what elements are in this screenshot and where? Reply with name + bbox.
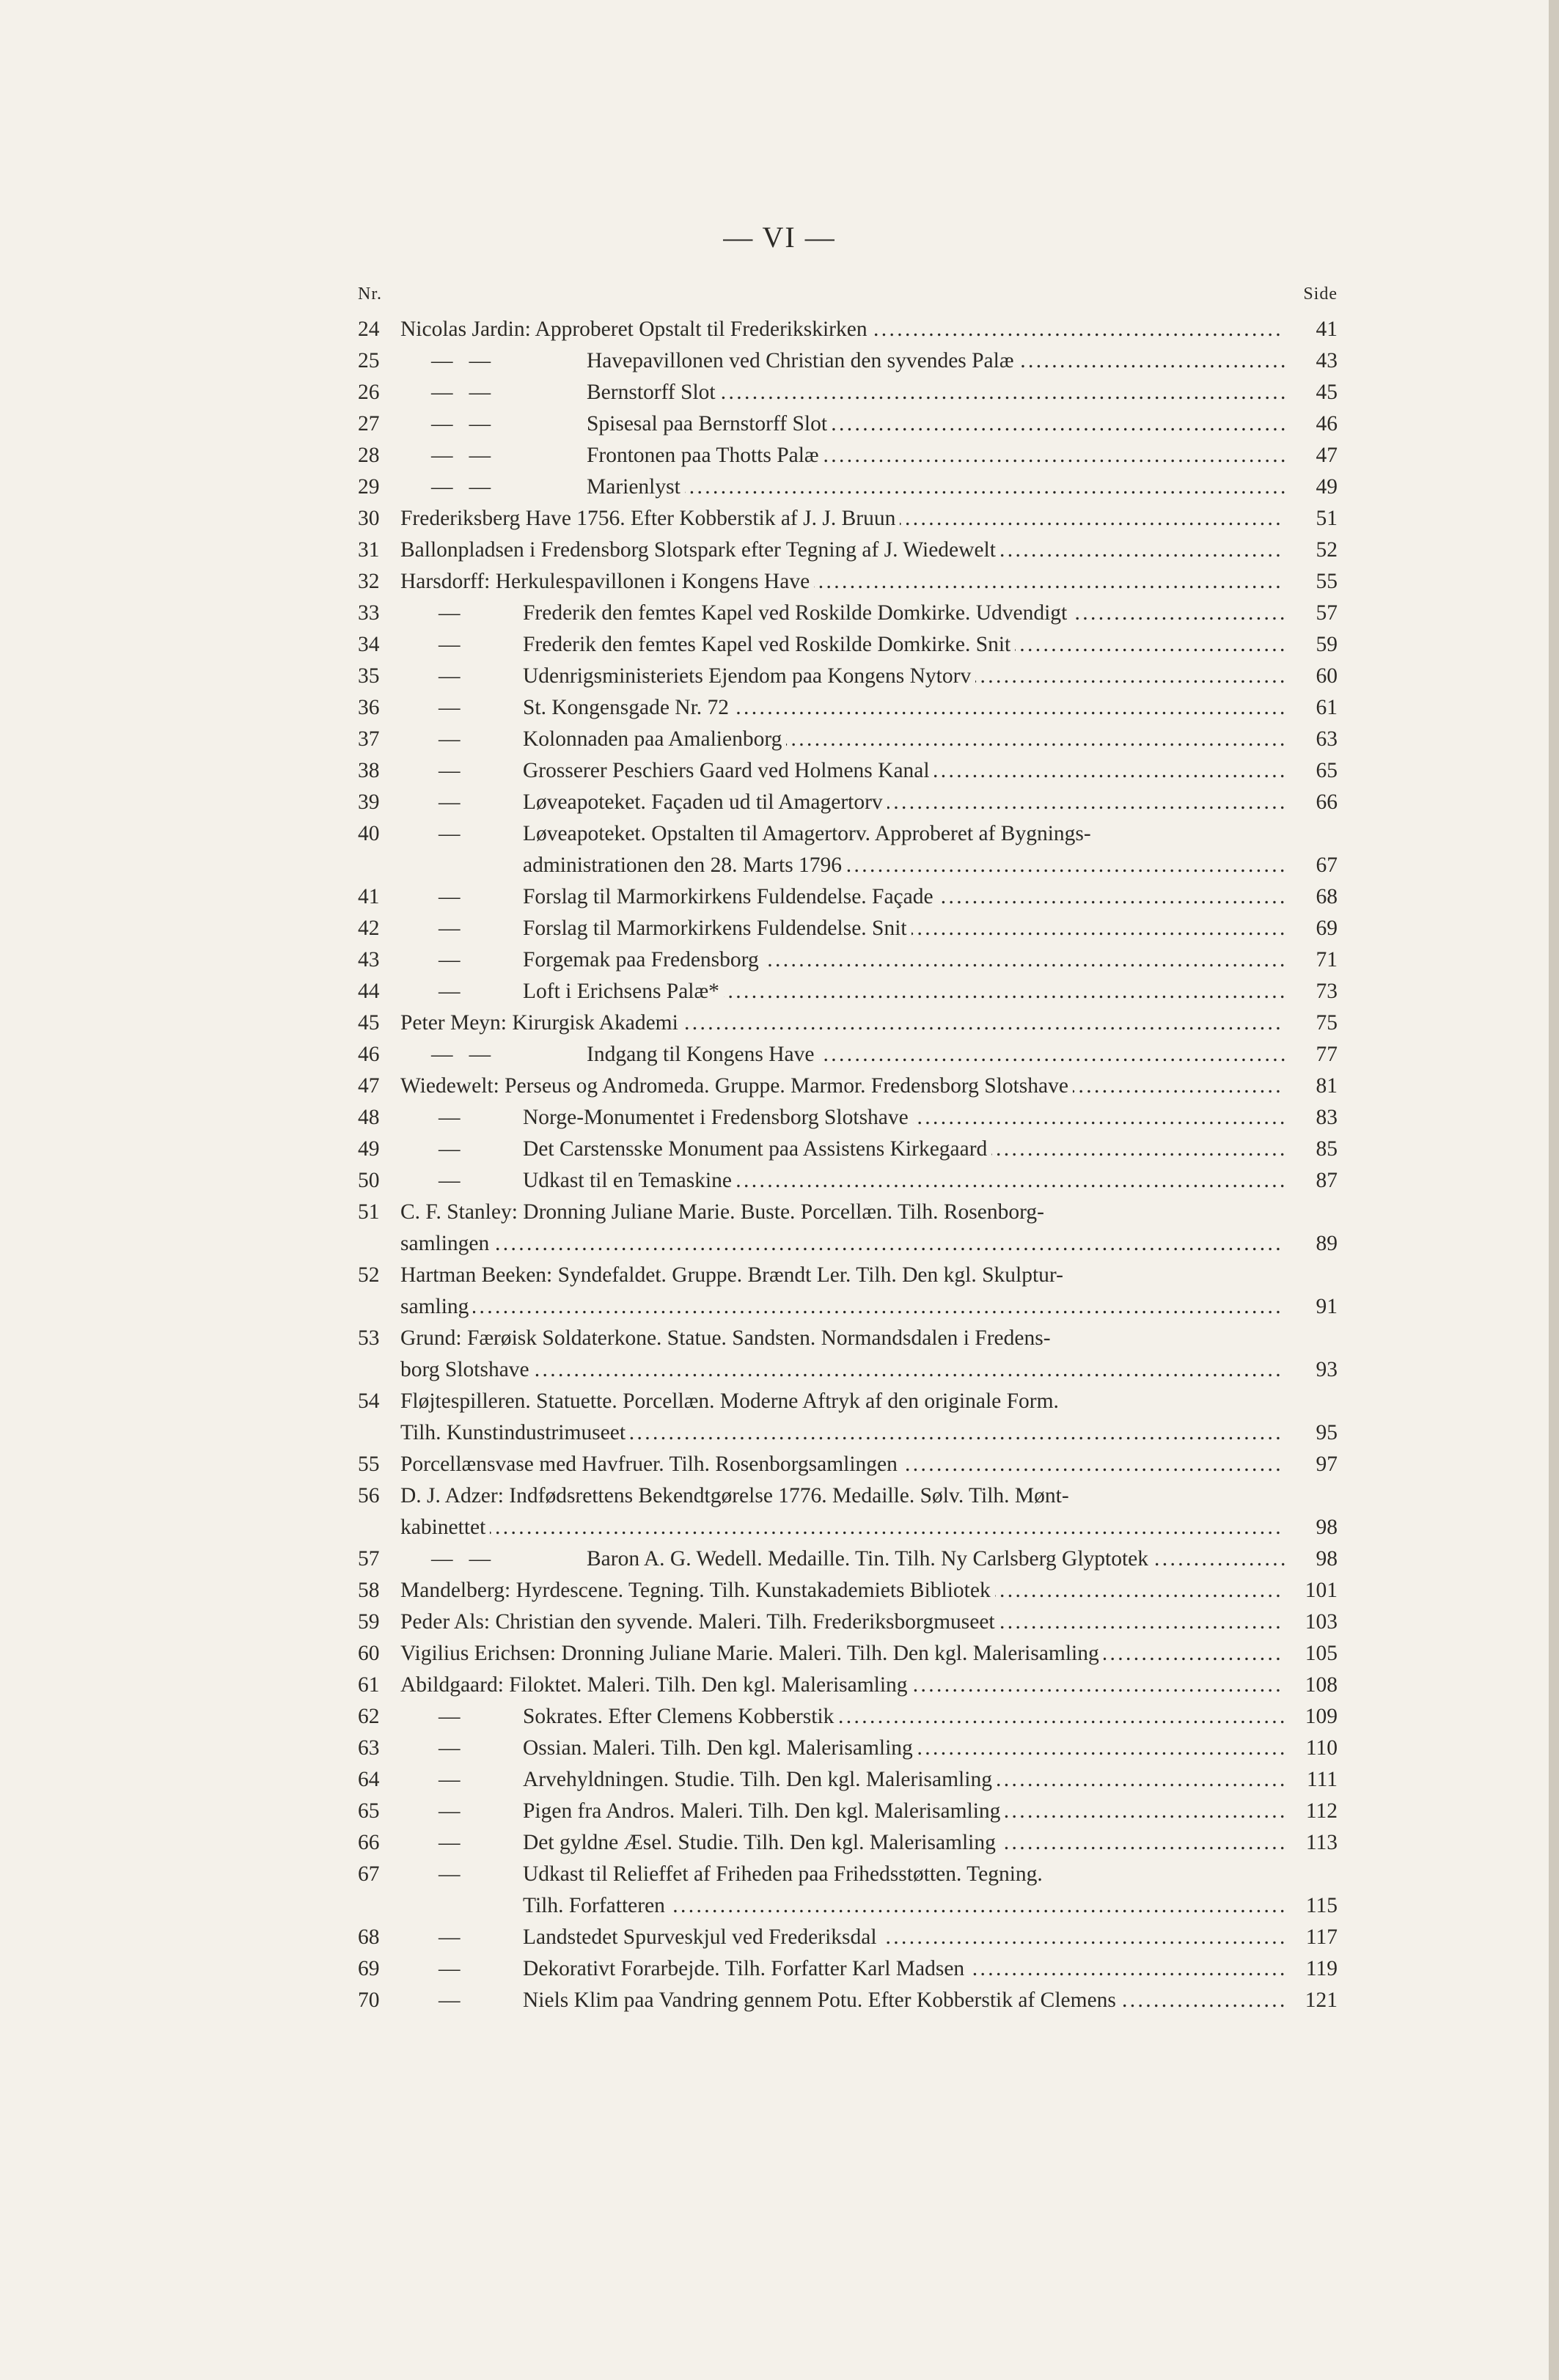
ditto-dash: — — [431,1043,491,1066]
ditto-dash: — [439,1736,461,1760]
entry-page-number: 119 [1305,1957,1338,1980]
toc-entry [358,1922,1338,1953]
entry-page-number: 121 [1305,1988,1338,2012]
entry-page-number: 43 [1316,349,1338,372]
entry-title-line: Udenrigsministeriets Ejendom paa Kongens Nytorv [523,664,975,688]
ditto-dash: — [439,1705,461,1728]
toc-entry [358,1007,1338,1039]
entry-title-line: Mandelberg: Hyrdescene. Tegning. Tilh. Kunstakademiets Bibliotek [400,1579,995,1602]
entry-page-number: 51 [1316,507,1338,530]
entry-title-line: Frontonen paa Thotts Palæ [587,444,823,467]
entry-page-number: 67 [1316,853,1338,877]
entry-number: 69 [358,1957,380,1980]
entry-number: 50 [358,1169,380,1192]
entry-page-number: 101 [1305,1579,1338,1602]
toc-entry [358,1134,1338,1165]
entry-title-line: Dekorativt Forarbejde. Tilh. Forfatter Karl Madsen [523,1957,969,1980]
entry-number: 55 [358,1452,380,1476]
entry-page-number: 46 [1316,412,1338,436]
toc-entry [358,913,1338,944]
entry-page-number: 105 [1305,1642,1338,1665]
entry-number: 38 [358,759,380,782]
entry-number: 59 [358,1610,380,1634]
ditto-dash: — [439,727,461,751]
entry-page-number: 41 [1316,317,1338,341]
entry-page-number: 66 [1316,790,1338,814]
entry-page-number: 47 [1316,444,1338,467]
ditto-dash: — [439,980,461,1003]
ditto-dash: — — [431,381,491,404]
entry-number: 43 [358,948,380,972]
toc-entry [358,598,1338,629]
ditto-dash: — [439,885,461,908]
entry-page-number: 98 [1316,1547,1338,1571]
ditto-dash: — [439,948,461,972]
entry-page-number: 95 [1316,1421,1338,1444]
entry-number: 27 [358,412,380,436]
entry-page-number: 57 [1316,601,1338,625]
entry-number: 34 [358,633,380,656]
entry-page-number: 111 [1306,1768,1338,1791]
entry-title-line: Tilh. Kunstindustrimuseet [400,1421,630,1444]
entry-number: 40 [358,822,380,845]
entry-title-line: samlingen [400,1232,494,1255]
entry-title-line: Grosserer Peschiers Gaard ved Holmens Kanal [523,759,934,782]
entry-page-number: 113 [1305,1831,1338,1854]
entry-number: 60 [358,1642,380,1665]
entry-number: 32 [358,570,380,593]
toc-entry [358,629,1338,661]
toc-entry [358,1260,1338,1323]
entry-page-number: 69 [1316,917,1338,940]
ditto-dash: — [439,1988,461,2012]
entry-page-number: 89 [1316,1232,1338,1255]
entry-page-number: 63 [1316,727,1338,751]
entry-number: 58 [358,1579,380,1602]
entry-title-line: kabinettet [400,1516,490,1539]
toc-entry [358,1039,1338,1070]
entry-number: 61 [358,1673,380,1697]
toc-entry [358,566,1338,598]
entry-page-number: 83 [1316,1106,1338,1129]
entry-title-line: Loft i Erichsens Palæ* [523,980,724,1003]
entry-number: 45 [358,1011,380,1035]
entry-page-number: 77 [1316,1043,1338,1066]
entry-title-line: Harsdorff: Herkulespavillonen i Kongens Have [400,570,814,593]
toc-entry [358,1733,1338,1764]
entry-number: 62 [358,1705,380,1728]
entry-page-number: 59 [1316,633,1338,656]
toc-entry [358,471,1338,503]
entry-number: 42 [358,917,380,940]
entry-title-line: Forslag til Marmorkirkens Fuldendelse. Snit [523,917,911,940]
toc-entry [358,1985,1338,2016]
entry-page-number: 60 [1316,664,1338,688]
entry-page-number: 75 [1316,1011,1338,1035]
entry-title-line: Vigilius Erichsen: Dronning Juliane Marie. Maleri. Tilh. Den kgl. Malerisamling [400,1642,1104,1665]
ditto-dash: — [439,759,461,782]
toc-entry [358,1606,1338,1638]
ditto-dash: — [439,1106,461,1129]
entry-page-number: 112 [1305,1799,1338,1823]
entry-title-line: Forgemak paa Fredensborg [523,948,763,972]
entry-page-number: 73 [1316,980,1338,1003]
entry-number: 49 [358,1137,380,1161]
toc-entry [358,818,1338,881]
entry-number: 29 [358,475,380,499]
entry-number: 68 [358,1925,380,1949]
entry-page-number: 85 [1316,1137,1338,1161]
entry-title-line: Havepavillonen ved Christian den syvendes Palæ [587,349,1019,372]
entry-number: 39 [358,790,380,814]
toc-entry [358,787,1338,818]
entry-title-line: Kolonnaden paa Amalienborg [523,727,786,751]
entry-title-line: Nicolas Jardin: Approberet Opstalt til Frederikskirken [400,317,872,341]
entry-title-line: Det gyldne Æsel. Studie. Tilh. Den kgl. Malerisamling [523,1831,1000,1854]
entry-number: 63 [358,1736,380,1760]
entry-title-line: St. Kongensgade Nr. 72 [523,696,733,719]
entry-page-number: 93 [1316,1358,1338,1381]
entry-title-line: Frederik den femtes Kapel ved Roskilde Domkirke. Udvendigt [523,601,1071,625]
ditto-dash: — [439,696,461,719]
entry-title-line: Peder Als: Christian den syvende. Maleri. Tilh. Frederiksborgmuseet [400,1610,999,1634]
col-side-label: Side [1303,284,1338,304]
entry-number: 26 [358,381,380,404]
entry-title-line: Sokrates. Efter Clemens Kobberstik [523,1705,838,1728]
entry-title-line: Baron A. G. Wedell. Medaille. Tin. Tilh. Ny Carlsberg Glyptotek [587,1547,1153,1571]
ditto-dash: — — [431,412,491,436]
toc-entry [358,1197,1338,1260]
toc-entry [358,1070,1338,1102]
entry-title-line: Tilh. Forfatteren [523,1894,670,1917]
entry-number: 64 [358,1768,380,1791]
entry-title-line: Løveapoteket. Façaden ud til Amagertorv [523,790,887,814]
toc-entry [358,755,1338,787]
entry-title-line: Frederiksberg Have 1756. Efter Kobberstik af J. J. Bruun [400,507,900,530]
toc-entry [358,1638,1338,1670]
entry-title-line: Wiedewelt: Perseus og Andromeda. Gruppe. Marmor. Fredensborg Slotshave [400,1074,1073,1098]
entry-page-number: 91 [1316,1295,1338,1318]
toc-entry [358,377,1338,408]
entry-page-number: 71 [1316,948,1338,972]
entry-title-line: borg Slotshave [400,1358,534,1381]
entry-page-number: 52 [1316,538,1338,562]
entry-title-line: Udkast til Relieffet af Friheden paa Frihedsstøtten. Tegning. [523,1862,1043,1886]
entry-page-number: 108 [1305,1673,1338,1697]
entry-number: 25 [358,349,380,372]
toc-entry [358,692,1338,724]
toc-entry [358,1449,1338,1480]
entry-page-number: 98 [1316,1516,1338,1539]
toc-entry [358,1386,1338,1449]
entry-title-line: Hartman Beeken: Syndefaldet. Gruppe. Brændt Ler. Tilh. Den kgl. Skulptur- [400,1263,1063,1287]
ditto-dash: — [439,1169,461,1192]
ditto-dash: — [439,1799,461,1823]
entry-title-line: administrationen den 28. Marts 1796 [523,853,846,877]
entry-number: 33 [358,601,380,625]
entry-title-line: Ballonpladsen i Fredensborg Slotspark efter Tegning af J. Wiedewelt [400,538,1000,562]
page-header: — VI — [723,221,836,254]
entry-number: 46 [358,1043,380,1066]
toc-entry [358,408,1338,440]
toc-entry [358,1165,1338,1197]
entry-title-line: D. J. Adzer: Indfødsrettens Bekendtgørelse 1776. Medaille. Sølv. Tilh. Mønt- [400,1484,1069,1507]
entry-page-number: 110 [1305,1736,1338,1760]
entry-number: 35 [358,664,380,688]
entry-number: 44 [358,980,380,1003]
entry-title-line: Pigen fra Andros. Maleri. Tilh. Den kgl. Malerisamling [523,1799,1005,1823]
toc-entry [358,1953,1338,1985]
toc-entry [358,881,1338,913]
entry-page-number: 117 [1305,1925,1338,1949]
entry-title-line: Udkast til en Temaskine [523,1169,736,1192]
ditto-dash: — [439,1925,461,1949]
entry-number: 67 [358,1862,380,1886]
entry-title-line: Landstedet Spurveskjul ved Frederiksdal [523,1925,881,1949]
entry-page-number: 109 [1305,1705,1338,1728]
entry-title-line: Frederik den femtes Kapel ved Roskilde Domkirke. Snit [523,633,1015,656]
entry-number: 66 [358,1831,380,1854]
toc-entry [358,1859,1338,1922]
entry-title-line: Grund: Færøisk Soldaterkone. Statue. Sandsten. Normandsdalen i Fredens- [400,1326,1051,1350]
toc-entry [358,1764,1338,1796]
entry-number: 31 [358,538,380,562]
entry-title-line: Marienlyst [587,475,685,499]
toc-entry [358,1102,1338,1134]
toc-entry [358,944,1338,976]
entry-title-line: Indgang til Kongens Have [587,1043,819,1066]
entry-number: 52 [358,1263,380,1287]
toc-entry [358,1480,1338,1543]
ditto-dash: — [439,917,461,940]
ditto-dash: — — [431,349,491,372]
toc-entry [358,1575,1338,1606]
toc-entry [358,661,1338,692]
entry-number: 54 [358,1389,380,1413]
entry-number: 30 [358,507,380,530]
entry-number: 56 [358,1484,380,1507]
ditto-dash: — [439,790,461,814]
ditto-dash: — [439,601,461,625]
entry-title-line: Ossian. Maleri. Tilh. Den kgl. Malerisamling [523,1736,917,1760]
entry-page-number: 87 [1316,1169,1338,1192]
entry-number: 28 [358,444,380,467]
entry-page-number: 68 [1316,885,1338,908]
entry-number: 41 [358,885,380,908]
entry-title-line: Abildgaard: Filoktet. Maleri. Tilh. Den kgl. Malerisamling [400,1673,912,1697]
ditto-dash: — [439,1831,461,1854]
toc-entry [358,1670,1338,1701]
entry-number: 37 [358,727,380,751]
ditto-dash: — [439,633,461,656]
entry-number: 53 [358,1326,380,1350]
toc-entry [358,1701,1338,1733]
entry-title-line: Forslag til Marmorkirkens Fuldendelse. Façade [523,885,938,908]
ditto-dash: — [439,1957,461,1980]
col-nr-label: Nr. [358,284,382,304]
entry-title-line: Det Carstensske Monument paa Assistens Kirkegaard [523,1137,991,1161]
toc-entry [358,535,1338,566]
entry-page-number: 55 [1316,570,1338,593]
toc-entry [358,1543,1338,1575]
entry-title-line: Niels Klim paa Vandring gennem Potu. Efter Kobberstik af Clemens [523,1988,1120,2012]
ditto-dash: — [439,1137,461,1161]
toc-entry [358,440,1338,471]
entry-page-number: 115 [1305,1894,1338,1917]
entry-page-number: 65 [1316,759,1338,782]
entry-page-number: 97 [1316,1452,1338,1476]
entry-number: 24 [358,317,380,341]
toc-entry [358,345,1338,377]
ditto-dash: — [439,822,461,845]
toc-entry [358,1323,1338,1386]
toc-entry [358,503,1338,535]
entry-title-line: Spisesal paa Bernstorff Slot [587,412,832,436]
ditto-dash: — — [431,444,491,467]
entry-number: 47 [358,1074,380,1098]
toc-entry [358,724,1338,755]
entry-page-number: 45 [1316,381,1338,404]
entry-title-line: Arvehyldningen. Studie. Tilh. Den kgl. Malerisamling [523,1768,997,1791]
entry-title-line: Norge-Monumentet i Fredensborg Slotshave [523,1106,913,1129]
ditto-dash: — [439,1862,461,1886]
ditto-dash: — — [431,1547,491,1571]
entry-title-line: Fløjtespilleren. Statuette. Porcellæn. Moderne Aftryk af den originale Form. [400,1389,1059,1413]
entry-number: 51 [358,1200,380,1224]
entry-number: 57 [358,1547,380,1571]
entry-title-line: Bernstorff Slot [587,381,720,404]
entry-number: 70 [358,1988,380,2012]
entry-page-number: 61 [1316,696,1338,719]
entry-page-number: 103 [1305,1610,1338,1634]
entry-number: 48 [358,1106,380,1129]
ditto-dash: — — [431,475,491,499]
entry-page-number: 49 [1316,475,1338,499]
toc-entry [358,1827,1338,1859]
toc-entry [358,976,1338,1007]
ditto-dash: — [439,664,461,688]
entry-title-line: Peter Meyn: Kirurgisk Akademi [400,1011,683,1035]
toc-entry [358,314,1338,345]
entry-title-line: Løveapoteket. Opstalten til Amagertorv. Approberet af Bygnings- [523,822,1091,845]
entry-title-line: samling [400,1295,473,1318]
entry-title-line: Porcellænsvase med Havfruer. Tilh. Rosenborgsamlingen [400,1452,902,1476]
entry-title-line: C. F. Stanley: Dronning Juliane Marie. Buste. Porcellæn. Tilh. Rosenborg- [400,1200,1044,1224]
page-edge [1549,0,1559,2380]
entry-number: 36 [358,696,380,719]
entry-number: 65 [358,1799,380,1823]
entry-page-number: 81 [1316,1074,1338,1098]
ditto-dash: — [439,1768,461,1791]
toc-entry [358,1796,1338,1827]
